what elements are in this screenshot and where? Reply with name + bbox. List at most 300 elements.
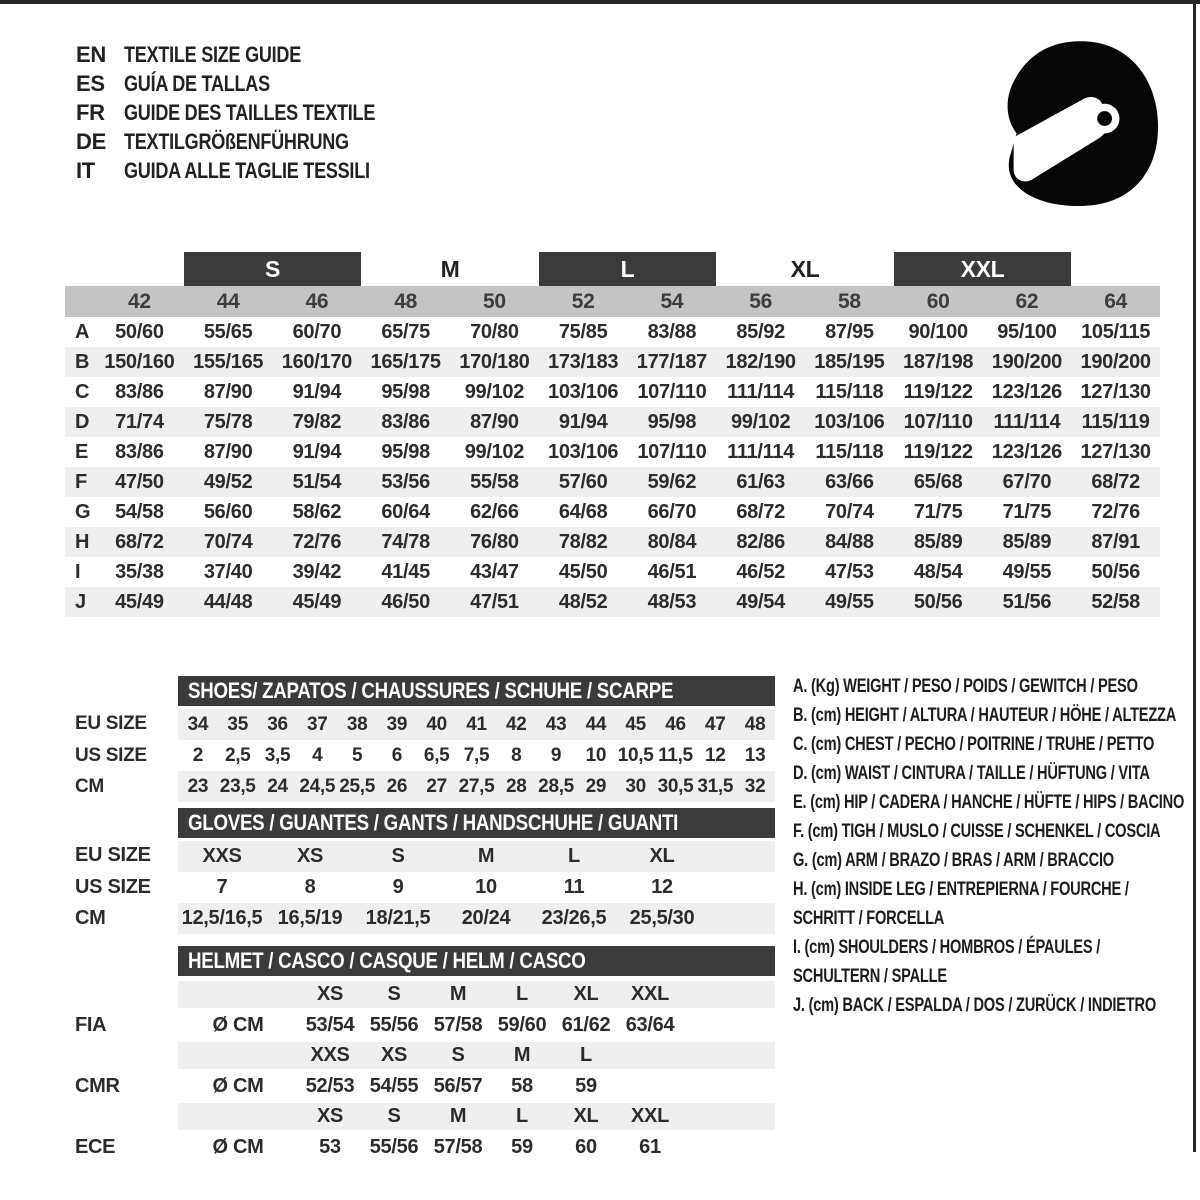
helmet-value-cell: 53/54 [298,1009,362,1041]
gloves-us-value-cell: 12 [651,876,673,898]
gloves-us-value-cell: 11 [563,876,585,898]
language-title: TEXTILGRÖßENFÜHRUNG [124,128,349,154]
legend-line: C. (cm) CHEST / PECHO / POITRINE / TRUHE / PETTO [793,733,1155,755]
shoes-title-bar [178,676,775,708]
shoes-us-value-cell: 12 [704,744,726,766]
size-letter-bar [539,252,717,286]
size-letter-header-cell [539,252,717,286]
gloves-eu-row [65,840,775,873]
shoes-cm-value-cell: 29 [576,771,616,802]
helmet-title-spacer [65,946,178,979]
measurement-value-cell: 80/84 [628,527,717,557]
size-letter-header-cell [894,252,1072,286]
measurement-value-cell: 187/198 [894,347,983,377]
measurement-value-cell: 103/106 [548,380,619,403]
measurement-value-cell: 68/72 [95,527,184,557]
measurement-value-cell: 47/50 [95,467,184,497]
measurement-value-cell: 60/70 [292,320,342,343]
measurement-value-cell: 55/65 [203,320,253,343]
measurement-value-cell: 68/72 [1071,467,1160,497]
numeric-size-cell: 44 [184,286,273,317]
helmet-value-cell: 54/55 [362,1070,426,1102]
helmet-size-label-cell [618,1041,682,1070]
gloves-title-row [65,808,775,840]
helmet-size-header-row [65,1041,775,1070]
measurement-letter-cell: H [65,527,95,557]
shoes-us-value-cell: 13 [744,744,766,766]
size-letter-bar [184,252,362,286]
measurement-value-cell: 99/102 [464,440,525,463]
shoes-title-row [65,676,775,708]
legend-line: B. (cm) HEIGHT / ALTURA / HAUTEUR / HÖHE / ALTEZZA [793,704,1177,726]
measurement-value-cell: 41/45 [381,560,430,583]
helmet-size-label-cell [682,1102,775,1131]
measurement-value-cell: 83/86 [361,407,450,437]
measurement-legend [793,672,1195,1020]
measurement-value-cell: 111/114 [727,380,795,403]
measurement-value-cell: 75/78 [184,407,273,437]
gloves-eu-value-cell: S [354,840,442,873]
helmet-size-label-cell: XXL [618,1102,682,1131]
gloves-eu-value-cell: XXS [178,840,266,873]
measurement-value-cell: 59/62 [628,467,717,497]
helmet-value-cell: 57/58 [426,1131,490,1163]
helmet-table-head [65,946,775,979]
size-letter-label: XL [790,255,820,282]
legend-line: F. (cm) TIGH / MUSLO / CUISSE / SCHENKEL / COSCIA [793,820,1161,842]
numeric-size-cell: 60 [894,286,983,317]
shoes-eu-value-cell: 42 [496,708,536,741]
shoes-cm-value-cell: 31,5 [695,771,735,802]
shoes-us-value-cell: 2,5 [224,744,251,766]
helmet-value-cell: 55/56 [362,1009,426,1041]
measurement-letter-cell: E [75,440,89,463]
measurement-value-cell: 75/85 [558,320,608,343]
measurement-value-cell: 83/86 [115,440,164,463]
language-title: GUIDA ALLE TAGLIE TESSILI [124,157,370,183]
gloves-cm-label: CM [65,903,178,934]
helmet-unit-label: Ø CM [178,1009,298,1041]
gloves-us-value-cell: 8 [304,876,316,898]
measurement-value-cell: 51/56 [983,587,1072,617]
numeric-size-cell: 54 [628,286,717,317]
measurement-value-cell: 37/40 [203,560,253,583]
measurement-value-cell: 115/119 [1071,407,1160,437]
measurement-value-cell: 50/60 [115,320,164,343]
measurement-value-cell: 103/106 [548,440,619,463]
helmet-size-label-cell [682,1041,775,1070]
measurement-value-cell: 57/60 [539,467,628,497]
gloves-us-value-cell: 10 [475,876,497,898]
helmet-value-cell: 52/53 [298,1070,362,1102]
shoes-cm-value-cell: 30,5 [656,771,696,802]
measurement-value-cell: 46/50 [361,587,450,617]
helmet-title-row [65,946,775,979]
measurement-value-cell: 78/82 [539,527,628,557]
numeric-size-cell: 42 [95,286,184,317]
helmet-value-cell: 63/64 [618,1009,682,1041]
measurement-value-cell: 67/70 [983,467,1072,497]
measurement-value-cell: 99/102 [464,380,525,403]
measurement-value-cell: 190/200 [1071,347,1160,377]
numeric-size-cell: 62 [983,286,1072,317]
shoes-cm-value-cell: 26 [377,771,417,802]
measurement-letter-cell: C [75,380,90,403]
measurement-value-cell: 155/165 [184,347,273,377]
measurement-value-cell: 87/91 [1071,527,1160,557]
shoes-eu-value-cell: 41 [457,708,497,741]
measurement-value-cell: 50/56 [1091,560,1140,583]
helmet-unit-spacer [178,979,298,1010]
measurement-value-cell: 56/60 [203,500,253,523]
measurement-value-cell: 107/110 [637,440,707,463]
shoes-eu-value-cell: 40 [417,708,457,741]
measurement-value-cell: 115/118 [815,380,884,403]
measurement-value-cell: 43/47 [470,560,519,583]
helmet-value-cell [618,1070,682,1102]
shoes-eu-value-cell: 48 [735,708,775,741]
legend-line: G. (cm) ARM / BRAZO / BRAS / ARM / BRACCIO [793,849,1114,871]
measurement-value-cell: 71/75 [1002,500,1052,523]
gloves-us-value-cell: 7 [216,876,228,898]
gloves-eu-value-cell: XL [618,840,706,873]
legend-line: D. (cm) WAIST / CINTURA / TAILLE / HÜFTUNG / VITA [793,762,1150,784]
measurement-value-cell: 48/52 [539,587,628,617]
gloves-eu-value-cell [706,840,775,873]
measurement-value-cell: 111/114 [983,407,1072,437]
measurement-value-cell: 127/130 [1080,440,1151,463]
helmet-size-label-cell: XXL [618,979,682,1010]
language-title: GUÍA DE TALLAS [124,70,270,96]
measurement-value-cell: 103/106 [805,407,894,437]
shoes-eu-value-cell: 46 [656,708,696,741]
measurement-value-cell: 85/89 [983,527,1072,557]
measurement-value-cell: 87/90 [203,380,253,403]
legend-item [793,991,1195,1020]
language-code: EN [76,41,106,67]
shoes-eu-value-cell: 34 [178,708,218,741]
helmet-unit-label: Ø CM [178,1131,298,1163]
measurement-value-cell: 87/90 [450,407,539,437]
shoes-cm-value-cell: 23 [178,771,218,802]
legend-item [793,730,1195,759]
gloves-us-row [65,872,775,903]
gloves-title-bar [178,808,775,840]
measurement-value-cell: 53/56 [361,467,450,497]
size-letter-label: S [264,255,281,282]
measurement-value-cell: 160/170 [273,347,362,377]
measurement-rows [65,317,1160,617]
helmet-value-cell [682,1070,775,1102]
gloves-us-size-label: US SIZE [65,872,178,903]
helmet-size-label-cell: XXS [298,1041,362,1070]
language-row [76,40,430,69]
shoes-eu-value-cell: 44 [576,708,616,741]
helmet-size-label-cell: M [490,1041,554,1070]
shoes-cm-value-cell: 27,5 [457,771,497,802]
helmet-value-cell: 61/62 [554,1009,618,1041]
measurement-value-cell: 95/100 [997,320,1057,343]
measurement-value-cell: 170/180 [450,347,539,377]
measurement-value-cell: 87/90 [203,440,253,463]
textile-table-head [65,252,1160,317]
legend-line: SCHRITT / FORCELLA [793,907,945,929]
size-letter-label: L [620,255,635,282]
measurement-value-cell: 84/88 [805,527,894,557]
measurement-value-cell: 105/115 [1081,320,1151,343]
helmet-values-row [65,1009,775,1041]
shoes-us-value-cell: 11,5 [658,744,693,766]
gloves-eu-value-cell: XS [266,840,354,873]
helmet-cert-label: ECE [65,1131,178,1163]
helmet-size-header-row [65,979,775,1010]
shoes-cm-value-cell: 24 [258,771,298,802]
measurement-value-cell: 177/187 [628,347,717,377]
shoes-us-value-cell: 10 [585,744,607,766]
language-title-list [76,40,430,185]
measurement-value-cell: 45/49 [273,587,362,617]
measurement-value-cell: 46/51 [647,560,697,583]
measurement-row [65,317,1160,347]
measurement-value-cell: 64/68 [558,500,608,523]
helmet-header-spacer [65,1102,178,1131]
legend-line: SCHULTERN / SPALLE [793,965,947,987]
helmet-sections [65,979,775,1164]
measurement-row [65,497,1160,527]
measurement-value-cell: 119/122 [903,440,973,463]
helmet-size-label-cell: XS [362,1041,426,1070]
shoes-us-value-cell: 8 [511,744,522,766]
measurement-value-cell: 39/42 [292,560,342,583]
shoes-us-value-cell: 10,5 [617,744,654,766]
helmet-size-label-cell: XS [298,1102,362,1131]
measurement-value-cell: 182/190 [716,347,805,377]
helmet-size-label-cell: L [554,1041,618,1070]
language-title: GUIDE DES TAILLES TEXTILE [124,99,376,125]
shoes-cm-row [65,771,775,802]
helmet-value-cell: 59 [490,1131,554,1163]
helmet-value-cell [682,1131,775,1163]
measurement-value-cell: 95/98 [628,407,717,437]
shoes-us-value-cell: 2 [192,744,204,766]
helmet-title-text: HELMET / CASCO / CASQUE / HELM / CASCO [188,948,586,973]
numeric-size-cell: 50 [450,286,539,317]
legend-item [793,817,1195,846]
measurement-value-cell: 79/82 [273,407,362,437]
size-letter-bar [1071,252,1160,286]
helmet-size-table [65,946,775,1164]
legend-item [793,846,1195,875]
shoes-eu-value-cell: 43 [536,708,576,741]
numeric-size-header-row [65,286,1160,317]
measurement-value-cell: 68/72 [736,500,785,523]
helmet-header-spacer [65,1041,178,1070]
measurement-value-cell: 115/118 [815,440,884,463]
helmet-size-label-cell: S [362,979,426,1010]
gloves-size-table [65,808,775,934]
textile-size-table [65,252,1160,617]
helmet-value-cell: 55/56 [362,1131,426,1163]
size-letter-header-cell [184,252,362,286]
size-letter-bar [361,252,539,286]
measurement-letter-cell: A [75,320,90,343]
shoes-eu-value-cell: 35 [218,708,258,741]
measurement-value-cell: 49/55 [1002,560,1052,583]
language-row [76,69,430,98]
racing-helmet-icon [983,36,1161,212]
measurement-value-cell: 70/74 [825,500,874,523]
helmet-size-label-cell: M [426,1102,490,1131]
shoes-us-value-cell: 7,5 [463,744,490,766]
measurement-value-cell: 47/53 [825,560,874,583]
legend-line: A. (Kg) WEIGHT / PESO / POIDS / GEWITCH / PESO [793,675,1138,697]
shoes-us-value-cell: 6 [391,744,403,766]
measurement-value-cell: 35/38 [115,560,164,583]
gloves-cm-value-cell: 18/21,5 [354,903,442,934]
legend-line: J. (cm) BACK / ESPALDA / DOS / ZURÜCK / INDIETRO [793,994,1156,1016]
shoes-cm-value-cell: 28 [496,771,536,802]
helmet-unit-spacer [178,1102,298,1131]
shoes-us-size-label: US SIZE [65,740,178,771]
measurement-value-cell: 72/76 [1091,500,1140,523]
measurement-value-cell: 91/94 [539,407,628,437]
language-row [76,98,430,127]
measurement-value-cell: 123/126 [991,380,1062,403]
shoes-us-value-cell: 9 [550,744,562,766]
numeric-size-cell: 52 [539,286,628,317]
measurement-letter-cell: F [65,467,95,497]
shoes-cm-value-cell: 25,5 [337,771,377,802]
top-border-line [0,0,1200,4]
language-row [76,127,430,156]
measurement-value-cell: 45/50 [558,560,608,583]
shoes-eu-row [65,708,775,741]
measurement-value-cell: 95/98 [381,380,430,403]
measurement-value-cell: 71/75 [913,500,963,523]
helmet-unit-label: Ø CM [178,1070,298,1102]
measurement-letter-cell: D [65,407,95,437]
measurement-value-cell: 66/70 [647,500,697,523]
measurement-value-cell: 127/130 [1080,380,1151,403]
helmet-unit-spacer [178,1041,298,1070]
helmet-size-label-cell [682,979,775,1010]
measurement-row [65,527,1160,557]
measurement-value-cell: 46/52 [736,560,785,583]
shoes-us-value-cell: 3,5 [264,744,291,766]
gloves-eu-value-cell: L [530,840,618,873]
shoes-cm-value-cell: 23,5 [218,771,258,802]
measurement-value-cell: 87/95 [825,320,874,343]
helmet-value-cell: 61 [618,1131,682,1163]
helmet-size-label-cell: M [426,979,490,1010]
legend-item [793,933,1195,991]
measurement-value-cell: 111/114 [727,440,795,463]
measurement-value-cell: 55/58 [450,467,539,497]
shoes-cm-value-cell: 27 [417,771,457,802]
measurement-value-cell: 65/75 [381,320,430,343]
gloves-eu-size-label: EU SIZE [65,840,178,873]
measurement-value-cell: 60/64 [381,500,430,523]
measurement-value-cell: 165/175 [361,347,450,377]
measurement-value-cell: 48/53 [628,587,717,617]
gloves-cm-value-cell: 20/24 [442,903,530,934]
language-title: TEXTILE SIZE GUIDE [124,41,302,67]
measurement-letter-cell: J [65,587,95,617]
language-code: FR [76,99,105,125]
shoes-title-text: SHOES/ ZAPATOS / CHAUSSURES / SCHUHE / SCARPE [188,678,674,703]
measurement-value-cell: 99/102 [716,407,805,437]
measurement-row [65,407,1160,437]
size-letter-header-cell [65,252,184,286]
measurement-letter-cell: B [65,347,95,377]
size-letter-bar [65,252,184,286]
measurement-row [65,347,1160,377]
legend-item [793,875,1195,933]
helmet-value-cell: 59/60 [490,1009,554,1041]
helmet-value-cell: 57/58 [426,1009,490,1041]
shoes-cm-value-cell: 28,5 [536,771,576,802]
helmet-values-row [65,1070,775,1102]
helmet-size-label-cell: S [426,1041,490,1070]
measurement-value-cell: 54/58 [115,500,164,523]
language-code: DE [76,128,106,154]
measurement-value-cell: 185/195 [805,347,894,377]
gloves-cm-value-cell: 12,5/16,5 [178,903,266,934]
helmet-size-label-cell: L [490,979,554,1010]
measurement-value-cell: 107/110 [894,407,983,437]
helmet-size-label-cell: XL [554,979,618,1010]
gloves-title-text: GLOVES / GUANTES / GANTS / HANDSCHUHE / GUANTI [188,810,679,835]
size-letter-header-cell [361,252,539,286]
measurement-value-cell: 62/66 [470,500,519,523]
shoes-eu-value-cell: 36 [258,708,298,741]
legend-line: E. (cm) HIP / CADERA / HANCHE / HÜFTE / HIPS / BACINO [793,791,1185,813]
gloves-us-value-cell [706,872,775,903]
measurement-value-cell: 83/86 [115,380,164,403]
measurement-value-cell: 71/74 [95,407,184,437]
gloves-us-value-cell: 9 [392,876,404,898]
legend-item [793,672,1195,701]
measurement-value-cell: 173/183 [539,347,628,377]
measurement-row [65,437,1160,467]
measurement-row [65,377,1160,407]
size-letter-header-row [65,252,1160,286]
measurement-value-cell: 70/80 [470,320,519,343]
measurement-value-cell: 65/68 [894,467,983,497]
numeric-size-cell: 46 [273,286,362,317]
helmet-value-cell: 60 [554,1131,618,1163]
language-code: IT [76,157,95,183]
helmet-values-row [65,1131,775,1163]
measurement-value-cell: 76/80 [450,527,539,557]
shoes-eu-value-cell: 37 [297,708,337,741]
shoes-eu-size-label: EU SIZE [65,708,178,741]
measurement-value-cell: 50/56 [894,587,983,617]
legend-line: H. (cm) INSIDE LEG / ENTREPIERNA / FOURCHE / [793,878,1129,900]
legend-line: I. (cm) SHOULDERS / HOMBROS / ÉPAULES / [793,936,1101,958]
helmet-cert-label: FIA [65,1009,178,1041]
shoes-cm-label: CM [65,771,178,802]
size-letter-label: XXL [960,255,1005,282]
gloves-eu-value-cell: M [442,840,530,873]
helmet-value-cell: 56/57 [426,1070,490,1102]
numeric-size-cell: 64 [1071,286,1160,317]
gloves-cm-value-cell: 23/26,5 [530,903,618,934]
measurement-value-cell: 82/86 [716,527,805,557]
size-letter-header-cell [1071,252,1160,286]
numeric-size-cell: 56 [716,286,805,317]
size-letter-header-cell [716,252,894,286]
